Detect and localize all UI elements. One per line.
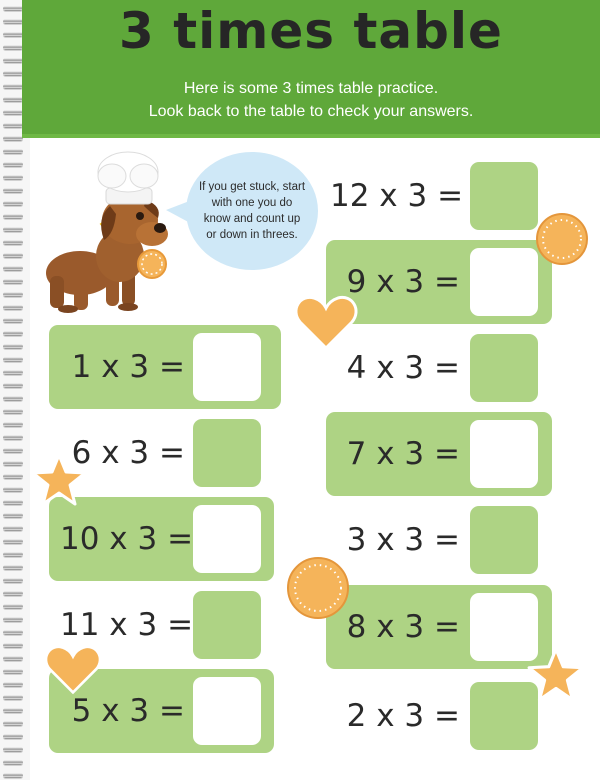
equation-left-3: 10 x 3 = bbox=[60, 521, 194, 557]
heart-cookie-icon bbox=[294, 292, 358, 352]
cookie-icon bbox=[535, 212, 589, 266]
answer-box[interactable] bbox=[193, 419, 261, 487]
answer-box[interactable] bbox=[470, 420, 538, 488]
binding-coil bbox=[3, 630, 23, 635]
binding-coil bbox=[3, 591, 23, 596]
binding-coil bbox=[3, 461, 23, 466]
equation-right-1: 12 x 3 = bbox=[330, 178, 464, 214]
binding-coil bbox=[3, 227, 23, 232]
speech-bubble: If you get stuck, start with one you do know and count up or down in threes. bbox=[186, 152, 318, 270]
equation-left-4: 11 x 3 = bbox=[60, 607, 194, 643]
binding-coil bbox=[3, 565, 23, 570]
binding-coil bbox=[3, 669, 23, 674]
binding-coil bbox=[3, 175, 23, 180]
binding-coil bbox=[3, 487, 23, 492]
binding-coil bbox=[3, 318, 23, 323]
binding-coil bbox=[3, 357, 23, 362]
intro-line-1: Here is some 3 times table practice. bbox=[183, 80, 439, 97]
binding-coil bbox=[3, 344, 23, 349]
binding-coil bbox=[3, 500, 23, 505]
binding-coil bbox=[3, 721, 23, 726]
binding-coil bbox=[3, 617, 23, 622]
heart-cookie-icon bbox=[44, 642, 102, 696]
binding-coil bbox=[3, 604, 23, 609]
answer-box[interactable] bbox=[193, 505, 261, 573]
binding-coil bbox=[3, 656, 23, 661]
binding-coil bbox=[3, 643, 23, 648]
binding-coil bbox=[3, 253, 23, 258]
answer-box[interactable] bbox=[470, 506, 538, 574]
binding-coil bbox=[3, 292, 23, 297]
binding-coil bbox=[3, 84, 23, 89]
answer-box[interactable] bbox=[470, 248, 538, 316]
answer-box[interactable] bbox=[193, 591, 261, 659]
binding-coil bbox=[3, 188, 23, 193]
equation-right-7: 2 x 3 = bbox=[346, 698, 460, 734]
intro-line-2: Look back to the table to check your answers. bbox=[148, 103, 474, 120]
binding-coil bbox=[3, 760, 23, 765]
binding-coil bbox=[3, 110, 23, 115]
equation-right-6: 8 x 3 = bbox=[346, 609, 460, 645]
binding-coil bbox=[3, 6, 23, 11]
binding-coil bbox=[3, 539, 23, 544]
binding-coil bbox=[3, 435, 23, 440]
binding-coil bbox=[3, 71, 23, 76]
binding-coil bbox=[3, 383, 23, 388]
equation-right-5: 3 x 3 = bbox=[346, 522, 460, 558]
binding-coil bbox=[3, 305, 23, 310]
equation-right-2: 9 x 3 = bbox=[346, 264, 460, 300]
page-title: 3 times table bbox=[119, 2, 503, 60]
binding-coil bbox=[3, 331, 23, 336]
equation-right-3: 4 x 3 = bbox=[346, 350, 460, 386]
binding-coil bbox=[3, 279, 23, 284]
binding-coil bbox=[3, 578, 23, 583]
binding-coil bbox=[3, 370, 23, 375]
binding-coil bbox=[3, 201, 23, 206]
binding-coil bbox=[3, 682, 23, 687]
star-cookie-icon bbox=[526, 646, 586, 704]
answer-box[interactable] bbox=[193, 677, 261, 745]
binding-coil bbox=[3, 552, 23, 557]
binding-coil bbox=[3, 162, 23, 167]
binding-coil bbox=[3, 448, 23, 453]
binding-coil bbox=[3, 58, 23, 63]
cookie-icon bbox=[286, 556, 350, 620]
equation-left-1: 1 x 3 = bbox=[71, 349, 185, 385]
binding-coil bbox=[3, 19, 23, 24]
binding-coil bbox=[3, 708, 23, 713]
binding-coil bbox=[3, 97, 23, 102]
binding-coil bbox=[3, 695, 23, 700]
binding-coil bbox=[3, 513, 23, 518]
binding-coil bbox=[3, 32, 23, 37]
binding-coil bbox=[3, 149, 23, 154]
binding-coil bbox=[3, 474, 23, 479]
star-cookie-icon bbox=[30, 452, 88, 508]
equation-left-2: 6 x 3 = bbox=[71, 435, 185, 471]
binding-coil bbox=[3, 747, 23, 752]
chef-dog-icon bbox=[40, 148, 175, 318]
binding-coil bbox=[3, 526, 23, 531]
binding-coil bbox=[3, 396, 23, 401]
answer-box[interactable] bbox=[193, 333, 261, 401]
equation-right-4: 7 x 3 = bbox=[346, 436, 460, 472]
binding-coil bbox=[3, 240, 23, 245]
binding-coil bbox=[3, 409, 23, 414]
binding-coil bbox=[3, 123, 23, 128]
binding-coil bbox=[3, 422, 23, 427]
binding-coil bbox=[3, 214, 23, 219]
binding-coil bbox=[3, 136, 23, 141]
binding-coil bbox=[3, 45, 23, 50]
answer-box[interactable] bbox=[470, 162, 538, 230]
equation-left-5: 5 x 3 = bbox=[71, 693, 185, 729]
answer-box[interactable] bbox=[470, 334, 538, 402]
binding-coil bbox=[3, 734, 23, 739]
binding-coil bbox=[3, 773, 23, 778]
binding-coil bbox=[3, 266, 23, 271]
